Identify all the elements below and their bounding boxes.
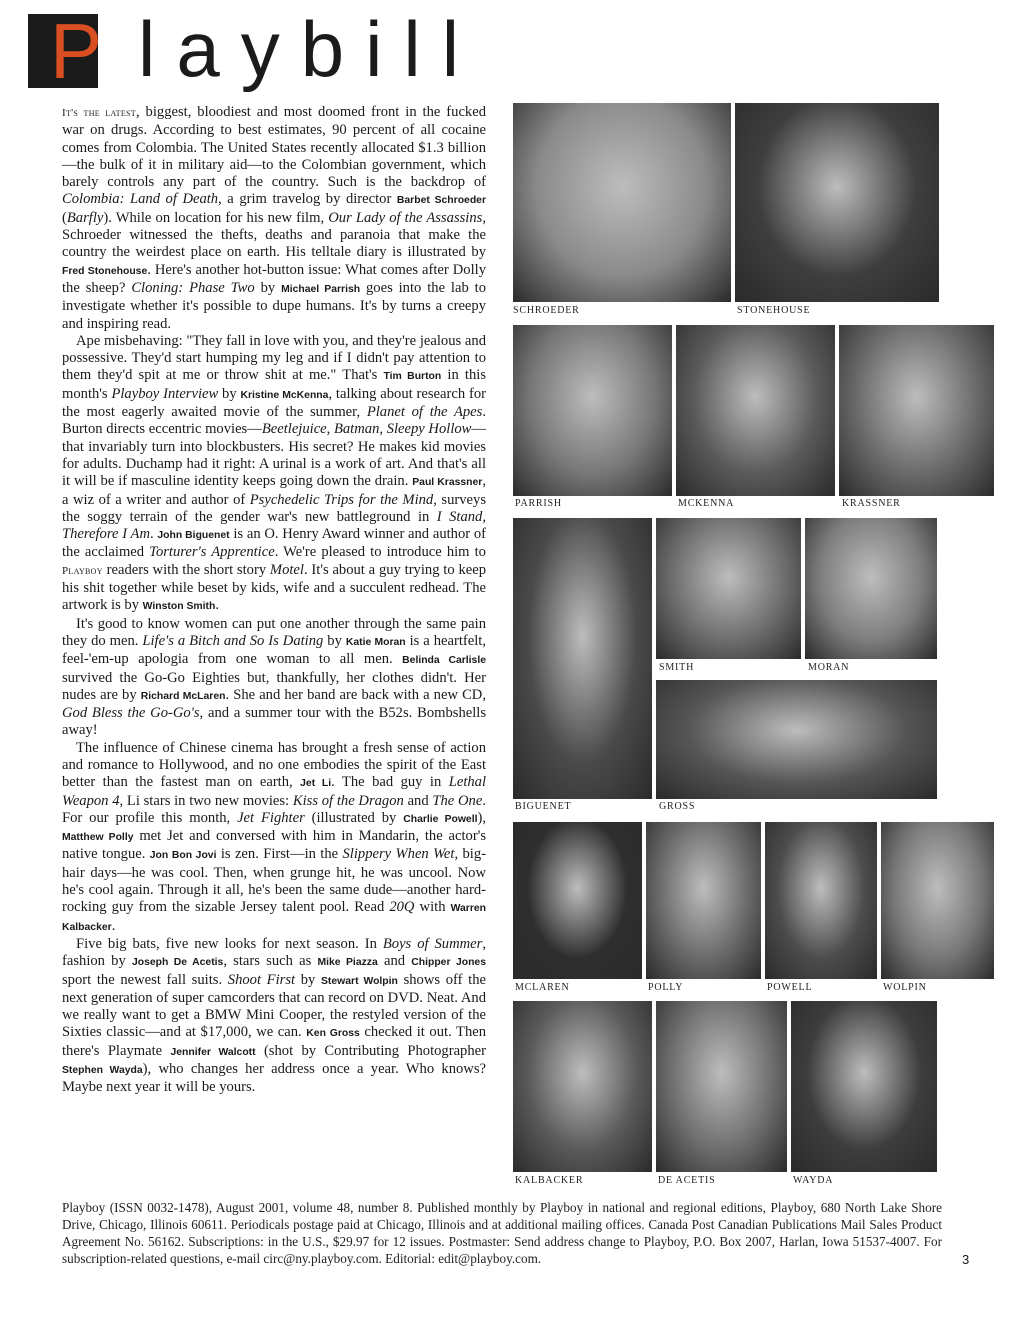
lead-in: It's the latest [62, 107, 136, 119]
publication-info: Playboy (ISSN 0032-1478), August 2001, volume 48, number 8. Published monthly by Playboy in national and regional editions, Playboy, 680 North Lake Shore Drive, Chicago, Illinois 60611. Periodicals postage paid at Chicago, Illinois and at additional mailing offices. Canada Post Canadian Publications Mail Sales Product Agreement No. 56162. Subscriptions: in the U.S., $29.97 for 12 issues. Postmaster: Send address change to Playboy, P.O. Box 2007, Harlan, Iowa 51537-4007. For subscription-related questions, e-mail circ@ny.playboy.com. Editorial: edit@playboy.com. [62, 1200, 942, 1266]
article-paragraph: The influence of Chinese cinema has brought a fresh sense of action and romance to Hollywood, and no one embodies the spirit of the East better than the fastest man on earth, Jet Li. The bad guy in Lethal Weapon 4, Li stars in two new movies: Kiss of the Dragon and The One. For our profile this month, Jet Fighter (illustrated by Charlie Powell), Matthew Polly met Jet and conversed with him in Mandarin, the actor's native tongue. Jon Bon Jovi is zen. First—in the Slippery When Wet, big-hair days—he was cool. Then, when grunge hit, he was uncool. Now he's cool again. Through it all, he's been the same dude—another hard-rocking guy from the sizable Jersey talent pool. Read 20Q with Warren Kalbacker. [62, 739, 487, 934]
photo-deacetis [656, 1001, 787, 1172]
contributor-name: Mike Piazza [317, 957, 378, 969]
photo-caption: SCHROEDER [513, 305, 580, 316]
contributor-name: Katie Moran [345, 636, 406, 648]
contributor-name: Matthew Polly [62, 832, 134, 844]
photo-kalbacker [513, 1001, 652, 1172]
contributor-name: Fred Stonehouse [62, 265, 148, 277]
photo-caption: MORAN [808, 662, 850, 673]
contributor-name: Stewart Wolpin [321, 975, 398, 987]
masthead [28, 5, 481, 95]
photo-moran [805, 518, 937, 659]
contributor-name: Ken Gross [306, 1028, 360, 1040]
photo-caption: MCKENNA [678, 498, 735, 509]
article-body [62, 104, 486, 1097]
page-number: 3 [962, 1252, 970, 1267]
photo-biguenet [513, 518, 652, 799]
photo-stonehouse [735, 103, 939, 302]
contributor-name: Warren Kalbacker [62, 903, 486, 933]
photo-polly [646, 822, 761, 979]
photo-schroeder [513, 103, 731, 302]
article-paragraph: It's the latest, biggest, bloodiest and most doomed front in the fucked war on drugs. According to best estimates, 90 percent of all cocaine comes from Colombia. The United States recently allocated $1.3 billion—the bulk of it in military aid—to the Colombian government, which barely controls any part of the country. Such is the backdrop of Colombia: Land of Death, a grim travelog by director Barbet Schroeder (Barfly). While on location for his new film, Our Lady of the Assassins, Schroeder witnessed the thefts, deaths and paranoia that make the country the weirdest place on earth. His telltale diary is illustrated by Fred Stonehouse. Here's another hot-button issue: What comes after Dolly the sheep? Cloning: Phase Two by Michael Parrish goes into the lab to investigate whether it's possible to dupe humans. It's by turns a creepy and inspiring read. [62, 104, 486, 332]
contributor-name: Richard McLaren [140, 690, 226, 702]
contributor-name: Chipper Jones [411, 957, 486, 969]
photo-smith [656, 518, 801, 659]
masthead-initial: P [50, 7, 103, 95]
photo-caption: GROSS [659, 801, 696, 812]
photo-gross [656, 680, 937, 799]
photo-caption: WOLPIN [883, 982, 927, 993]
photo-wayda [791, 1001, 937, 1172]
photo-caption: KRASSNER [842, 498, 901, 509]
photo-caption: STONEHOUSE [737, 305, 811, 316]
contributor-name: Jon Bon Jovi [149, 850, 217, 862]
contributor-name: Paul Krassner [412, 477, 483, 489]
photo-caption: DE ACETIS [658, 1175, 716, 1186]
photo-wolpin [881, 822, 994, 979]
contributor-name: John Biguenet [157, 530, 230, 542]
contributor-name: Barbet Schroeder [396, 195, 486, 207]
photo-powell [765, 822, 877, 979]
photo-parrish [513, 325, 672, 496]
contributor-name: Joseph De Acetis [131, 957, 224, 969]
photo-krassner [839, 325, 994, 496]
photo-caption: WAYDA [793, 1175, 834, 1186]
photo-caption: BIGUENET [515, 801, 572, 812]
contributor-name: Tim Burton [383, 371, 442, 383]
photo-caption: POLLY [648, 982, 684, 993]
contributor-name: Jet Li [300, 778, 332, 790]
photo-caption: MCLAREN [515, 982, 570, 993]
photo-mckenna [676, 325, 835, 496]
article-paragraph: Ape misbehaving: "They fall in love with you, and they're jealous and possessive. They'd start humping my leg and if I didn't pay attention to them they'd spit at me or throw shit at me." That's Tim Burton in this month's Playboy Interview by Kristine McKenna, talking about research for the most eagerly awaited movie of the summer, Planet of the Apes. Burton directs eccentric movies—Beetlejuice, Batman, Sleepy Hollow—that invariably turn into blockbusters. His secret? He makes kid movies for adults. Duchamp had it right: A urinal is a work of art. And that's all it will be if masculine identity keeps going down the drain. Paul Krassner, a wiz of a writer and author of Psychedelic Trips for the Mind, surveys the soggy terrain of the gender war's new battleground in I Stand, Therefore I Am. John Biguenet is an O. Henry Award winner and author of the acclaimed Torturer's Apprentice. We're pleased to introduce him to Playboy readers with the short story Motel. It's about a guy trying to keep his shit together while beset by kids, wife and a succulent redhead. The artwork is by Winston Smith. [62, 332, 487, 614]
photo-caption: PARRISH [515, 498, 562, 509]
photo-caption: SMITH [659, 662, 695, 673]
photo-mclaren [513, 822, 642, 979]
contributor-name: Jennifer Walcott [170, 1046, 256, 1058]
photo-caption: POWELL [767, 982, 813, 993]
contributor-name: Winston Smith [142, 601, 216, 613]
contributor-name: Kristine McKenna [240, 389, 329, 401]
article-paragraph: Five big bats, five new looks for next season. In Boys of Summer, fashion by Joseph De Acetis, stars such as Mike Piazza and Chipper Jones sport the newest fall suits. Shoot First by Stewart Wolpin shows off the next generation of super camcorders that can record on DVD. Neat. And we really want to get a BMW Mini Cooper, the restyled version of the Sixties classic—and at $17,000, we can. Ken Gross checked it out. Then there's Playmate Jennifer Walcott (shot by Contributing Photographer Stephen Wayda), who changes her address once a year. Who knows? Maybe next year it will be yours. [62, 935, 487, 1096]
contributor-name: Michael Parrish [281, 283, 361, 295]
photo-caption: KALBACKER [515, 1175, 584, 1186]
masthead-initial-box [28, 7, 103, 95]
contributor-name: Charlie Powell [403, 813, 478, 825]
masthead-title: laybill [138, 5, 481, 93]
contributor-name: Belinda Carlisle [402, 655, 486, 667]
contributor-name: Stephen Wayda [62, 1065, 143, 1077]
article-paragraph: It's good to know women can put one another through the same pain they do men. Life's a Bitch and So Is Dating by Katie Moran is a heartfelt, feel-'em-up apologia from one woman to all men. Belinda Carlisle survived the Go-Go Eighties but, thankfully, her clothes didn't. Her nudes are by Richard McLaren. She and her band are back with a new CD, God Bless the Go-Go's, and a summer tour with the B52s. Bombshells away! [62, 615, 487, 739]
